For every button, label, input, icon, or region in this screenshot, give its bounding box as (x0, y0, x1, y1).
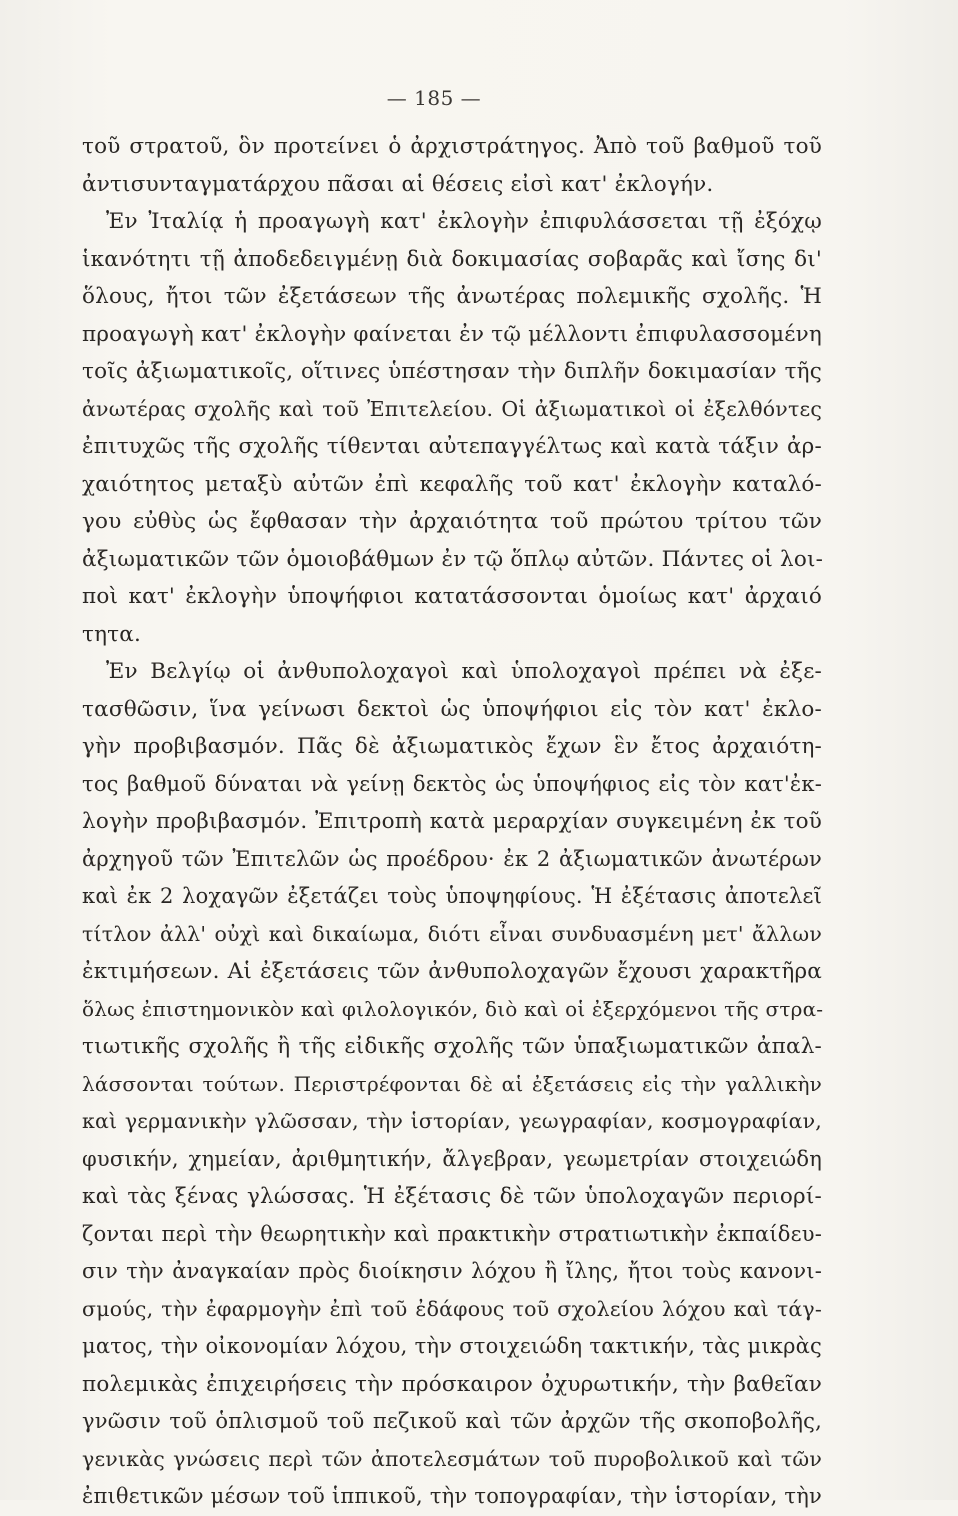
text-line: ὅλως ἐπιστημονικὸν καὶ φιλολογικόν, διὸ καὶ οἱ ἐξερχόμενοι τῆς στρα- (82, 996, 824, 1021)
text-line: γνῶσιν τοῦ ὁπλισμοῦ τοῦ πεζικοῦ καὶ τῶν ἀρχῶν τῆς σκοποβολῆς, (82, 1409, 822, 1433)
text-line: ποὶ κατ' ἐκλογὴν ὑποψήφιοι κατατάσσονται ὁμοίως κατ' ἀρχαιό (82, 584, 822, 609)
text-line: λάσσονται τούτων. Περιστρέφονται δὲ αἱ ἐξετάσεις εἰς τὴν γαλλικὴν (82, 1071, 822, 1096)
text-line: ἀντισυνταγματάρχου πᾶσαι αἱ θέσεις εἰσὶ κατ' ἐκλογήν. (82, 171, 714, 197)
text-line: τιωτικῆς σχολῆς ἢ τῆς εἰδικῆς σχολῆς τῶν ὑπαξιωματικῶν ἀπαλ- (82, 1034, 822, 1059)
text-line: Ἐν Ἰταλίᾳ ἡ προαγωγὴ κατ' ἐκλογὴν ἐπιφυλάσσεται τῇ ἐξόχῳ (106, 209, 822, 234)
text-line: ζονται περὶ τὴν θεωρητικὴν καὶ πρακτικὴν στρατιωτικὴν ἐκπαίδευ- (82, 1221, 822, 1246)
text-line: ἀνωτέρας σχολῆς καὶ τοῦ Ἐπιτελείου. Οἱ ἀξιωματικοὶ οἱ ἐξελθόντες (82, 396, 822, 421)
text-line: τος βαθμοῦ δύναται νὰ γείνῃ δεκτὸς ὡς ὑποψήφιος εἰς τὸν κατ'ἐκ- (82, 771, 822, 796)
text-line: ἐπιθετικῶν μέσων τοῦ ἱππικοῦ, τὴν τοπογραφίαν, τὴν ἱστορίαν, τὴν (82, 1484, 822, 1508)
text-line: Ἐν Βελγίῳ οἱ ἀνθυπολοχαγοὶ καὶ ὑπολοχαγοὶ πρέπει νὰ ἐξε- (106, 659, 822, 684)
text-line: σιν τὴν ἀναγκαίαν πρὸς διοίκησιν λόχου ἢ ἴλης, ἤτοι τοὺς κανονι- (82, 1259, 822, 1283)
text-line: χαιότητος μεταξὺ αὐτῶν ἐπὶ κεφαλῆς τοῦ κατ' ἐκλογὴν καταλό- (82, 471, 822, 497)
text-line: γου εὐθὺς ὡς ἔφθασαν τὴν ἀρχαιότητα τοῦ πρώτου τρίτου τῶν (82, 509, 822, 534)
text-line: λογὴν προβιβασμόν. Ἐπιτροπὴ κατὰ μεραρχίαν συγκειμένη ἐκ τοῦ (82, 809, 822, 834)
text-line: προαγωγὴ κατ' ἐκλογὴν φαίνεται ἐν τῷ μέλλοντι ἐπιφυλασσομένη (82, 321, 822, 347)
text-line: φυσικήν, χημείαν, ἀριθμητικήν, ἄλγεβραν, γεωμετρίαν στοιχειώδη (82, 1146, 822, 1171)
text-line: γενικὰς γνώσεις περὶ τῶν ἀποτελεσμάτων τοῦ πυροβολικοῦ καὶ τῶν (82, 1446, 822, 1471)
text-line: τητα. (82, 621, 142, 647)
text-line: ἀρχηγοῦ τῶν Ἐπιτελῶν ὡς προέδρου· ἐκ 2 ἀξιωματικῶν ἀνωτέρων (82, 846, 822, 871)
text-line: ἐκτιμήσεων. Αἱ ἐξετάσεις τῶν ἀνθυπολοχαγῶν ἔχουσι χαρακτῆρα (82, 959, 822, 984)
text-line: τασθῶσιν, ἵνα γείνωσι δεκτοὶ ὡς ὑποψήφιοι εἰς τὸν κατ' ἐκλο- (82, 696, 822, 722)
text-line: τίτλον ἀλλ' οὐχὶ καὶ δικαίωμα, διότι εἶναι συνδυασμένη μετ' ἄλλων (82, 921, 822, 946)
text-line: ἐπιτυχῶς τῆς σχολῆς τίθενται αὐτεπαγγέλτως καὶ κατὰ τάξιν ἀρ- (82, 434, 822, 459)
text-line: καὶ γερμανικὴν γλῶσσαν, τὴν ἱστορίαν, γεωγραφίαν, κοσμογραφίαν, (82, 1109, 822, 1133)
text-line: καὶ τὰς ξένας γλώσσας. Ἡ ἐξέτασις δὲ τῶν ὑπολοχαγῶν περιορί- (82, 1184, 822, 1209)
text-line: καὶ ἐκ 2 λοχαγῶν ἐξετάζει τοὺς ὑποψηφίους. Ἡ ἐξέτασις ἀποτελεῖ (82, 884, 822, 908)
page-number: — 185 — (386, 86, 482, 110)
text-line: πολεμικὰς ἐπιχειρήσεις τὴν πρόσκαιρον ὀχυρωτικήν, τὴν βαθεῖαν (82, 1371, 822, 1397)
text-line: ἀξιωματικῶν τῶν ὁμοιοβάθμων ἐν τῷ ὅπλῳ αὐτῶν. Πάντες οἱ λοι- (82, 546, 824, 572)
text-line: σμούς, τὴν ἐφαρμογὴν ἐπὶ τοῦ ἐδάφους τοῦ σχολείου λόχου καὶ τάγ- (82, 1296, 822, 1321)
text-line: ὅλους, ἤτοι τῶν ἐξετάσεων τῆς ἀνωτέρας πολεμικῆς σχολῆς. Ἡ (82, 284, 822, 309)
body-text (82, 128, 822, 1516)
text-line: γὴν προβιβασμόν. Πᾶς δὲ ἀξιωματικὸς ἔχων ἓν ἔτος ἀρχαιότη- (82, 734, 822, 759)
text-line: ματος, τὴν οἰκονομίαν λόχου, τὴν στοιχειώδη τακτικήν, τὰς μικρὰς (82, 1334, 822, 1358)
text-line: τοῦ στρατοῦ, ὃν προτείνει ὁ ἀρχιστράτηγος. Ἀπὸ τοῦ βαθμοῦ τοῦ (82, 134, 822, 159)
text-line: τοῖς ἀξιωματικοῖς, οἵτινες ὑπέστησαν τὴν διπλῆν δοκιμασίαν τῆς (82, 359, 822, 384)
text-line: ἱκανότητι τῇ ἀποδεδειγμένῃ διὰ δοκιμασίας σοβαρᾶς καὶ ἴσης δι' (82, 246, 822, 272)
